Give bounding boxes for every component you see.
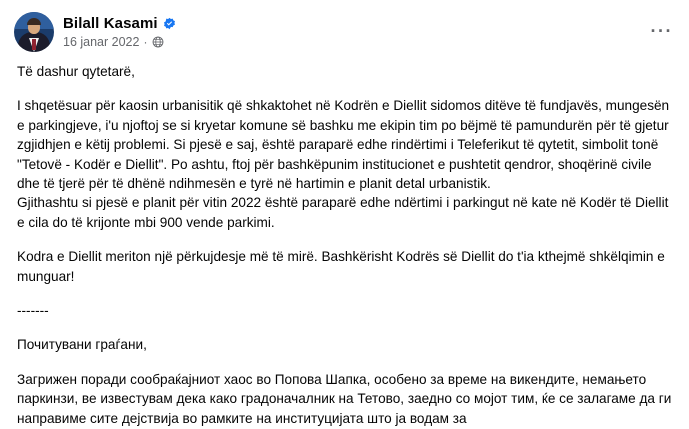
author-name[interactable]: Bilall Kasami — [63, 14, 158, 32]
meta-separator: · — [143, 34, 148, 49]
post-paragraph-greeting: Të dashur qytetarë, — [17, 64, 135, 79]
post-header — [0, 0, 689, 58]
paragraph-spacer — [17, 81, 672, 96]
avatar[interactable] — [14, 12, 54, 52]
post-meta — [63, 35, 176, 49]
verified-badge-icon — [163, 17, 176, 30]
post-paragraph-mk-1: Загрижен поради сообраќајниот хаос во Попова Шапка, особено за време на викендите, немањето паркинзи, ве известувам дека како градоначалник на Тетово, заедно со мојот тим, ќе се залагаме да ги направиме сите дејствија во рамките на институцијата што ја водам за — [17, 371, 672, 426]
avatar-hair — [27, 18, 41, 25]
post-content — [0, 58, 689, 428]
post-paragraph-3: Kodra e Diellit meriton një përkujdesje më të mirë. Bashkërisht Kodrës së Diellit do t'ia kthejmë shkëlqimin e munguar! — [17, 249, 665, 284]
post-paragraph-mk-greeting: Почитувани граѓани, — [17, 337, 147, 353]
globe-icon[interactable] — [152, 36, 164, 48]
post-paragraph-1: I shqetësuar për kaosin urbanisitik që shkaktohet në Kodrën e Diellit sidomos ditëve të fundjavës, mungesën e parkingjeve, i'u njoftoj se si kryetar komune së bashku me ekipin tim po bëjmë të pamundurën për të gjetur zgjidhjen e këtij problemi. Si pjesë e saj, është paraparë edhe rindërtimi i Teleferikut të qytetit, simbolit tonë "Tetovë - Kodër e Diellit". Po ashtu, ftoj për bashkëpunim institucionet e pushtetit qendror, shoqërinë civile dhe të tjerë për të dhënë ndihmesën e tyrë në hartimin e planit detal urbanistik. — [17, 98, 670, 192]
avatar-tie — [32, 39, 36, 50]
post-date[interactable]: 16 janar 2022 — [63, 34, 140, 49]
post-header-text — [63, 12, 176, 52]
paragraph-spacer — [17, 355, 672, 370]
paragraph-spacer — [17, 286, 672, 301]
post-paragraph-2: Gjithashtu si pjesë e planit për vitin 2022 është paraparë edhe ndërtimi i parkingut në kate në Kodër të Diellit e cila do të krijonte mbi 900 vende parkimi. — [17, 195, 669, 230]
paragraph-spacer — [17, 320, 672, 335]
post-text-divider: ------- — [17, 303, 49, 319]
author-row — [63, 16, 176, 31]
post-options-menu-button[interactable]: ··· — [650, 21, 673, 41]
paragraph-spacer — [17, 232, 672, 247]
